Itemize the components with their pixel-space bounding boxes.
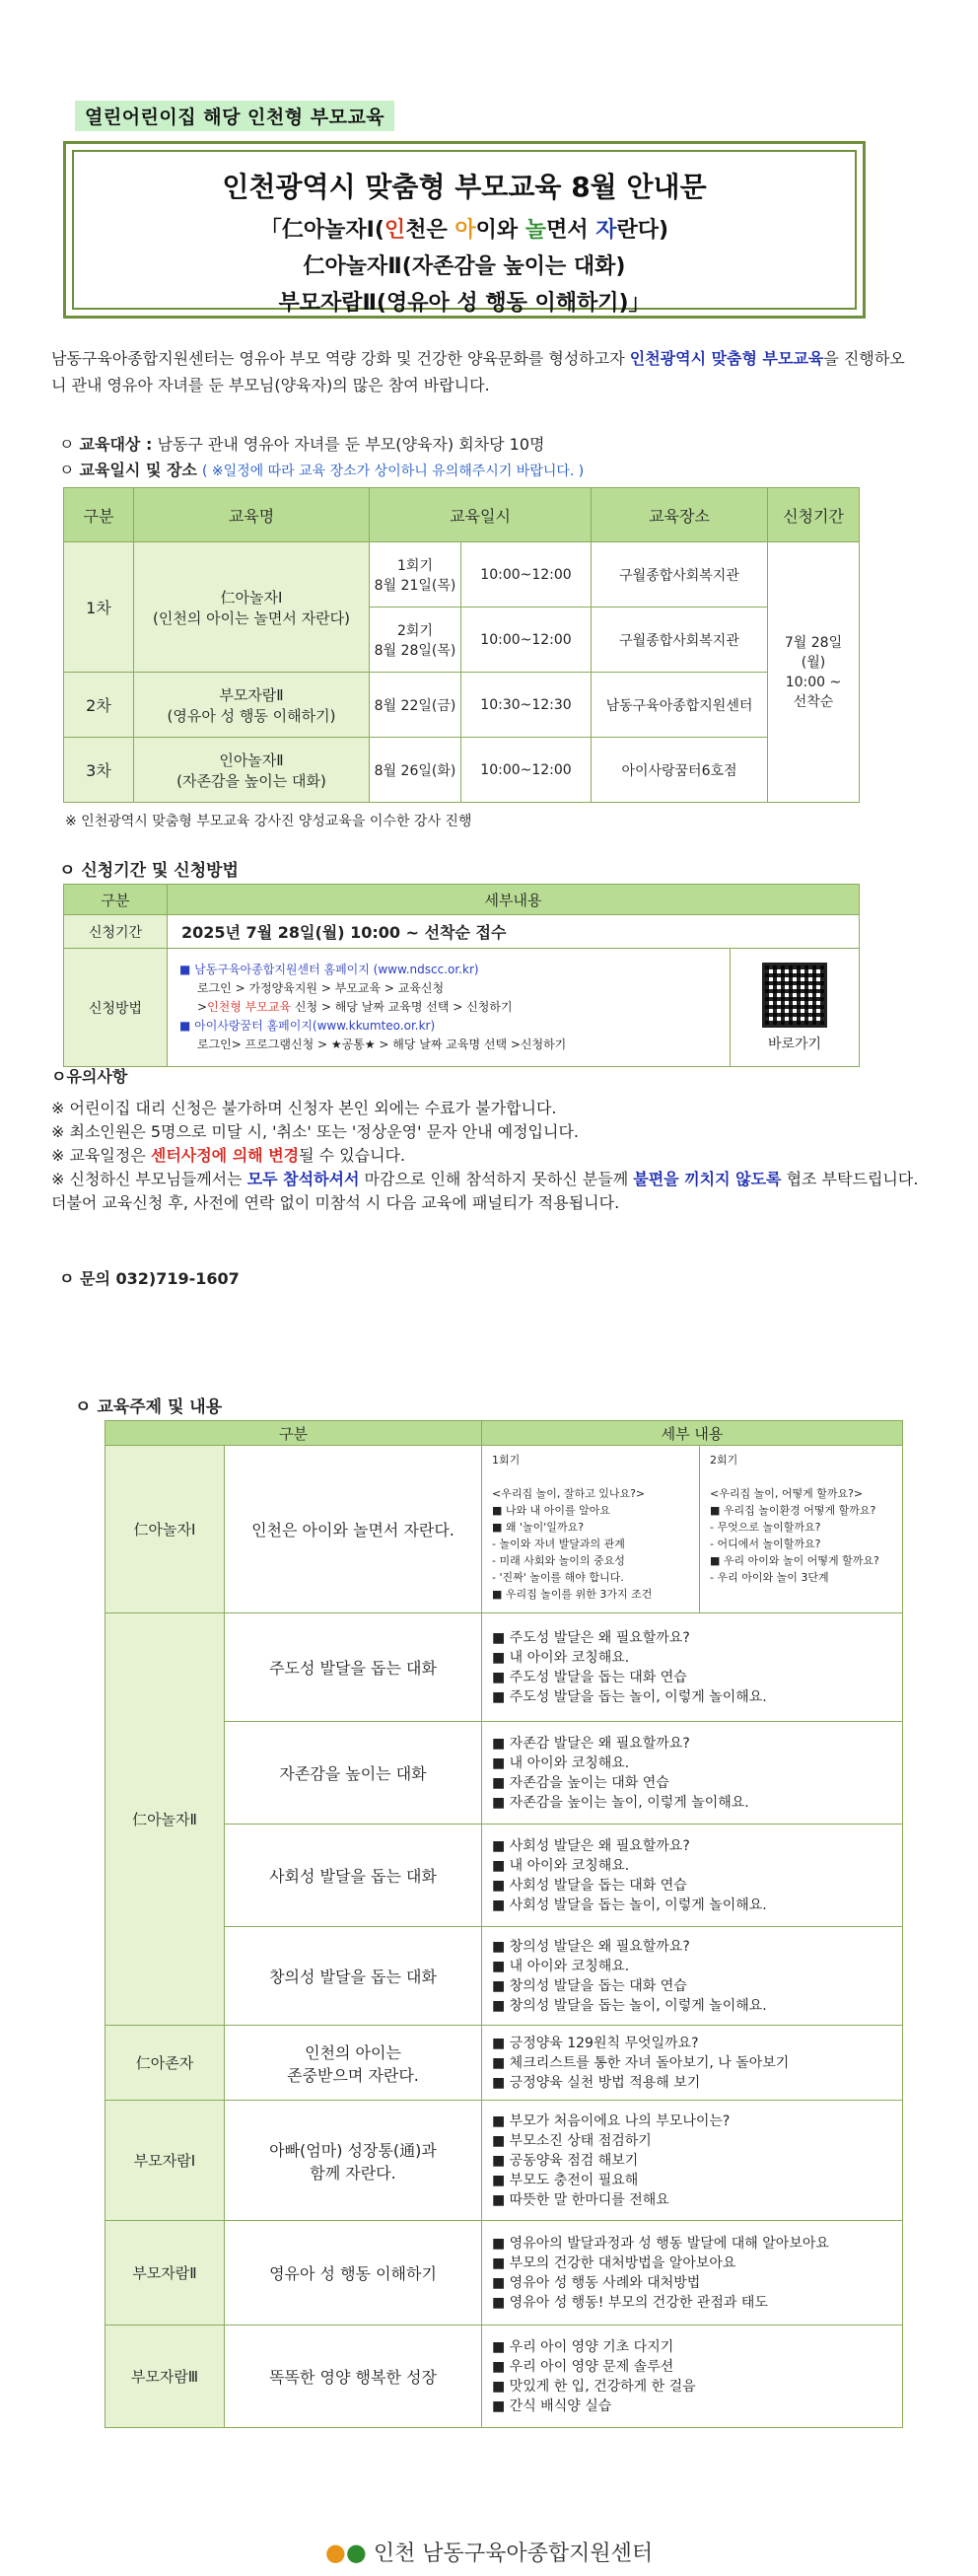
topic-c1-session1: 1회기 <우리집 놀이, 잘하고 있나요?> ■ 나와 내 아이를 알아요 ■ 왜 '놀이'일까요? - 놀이와 자녀 발달과의 관계 - 미래 사회와 놀이의 중요성 - '진짜' 놀이를 해야 합니다. ■ 우리집 놀이를 위한 3가지 조건 [482, 1446, 700, 1613]
session-2-time: 10:30~12:30 [461, 673, 592, 738]
apply-header-detail: 세부내용 [168, 885, 860, 915]
application-period: 7월 28일 (월) 10:00 ~ 선착순 [768, 542, 860, 803]
topic-c2-detail-4: ■ 창의성 발달은 왜 필요할까요? ■ 내 아이와 코칭해요. ■ 창의성 발달을 돕는 대화 연습 ■ 창의성 발달을 돕는 놀이, 이렇게 놀이해요. [482, 1927, 903, 2026]
footer-logo: ●● 인천 남동구육아종합지원센터 [324, 2539, 654, 2566]
session-1b-time: 10:00~12:00 [461, 608, 592, 673]
instructor-note: ※ 인천광역시 맞춤형 부모교육 강사진 양성교육을 이수한 강사 진행 [65, 814, 472, 829]
apply-period-label: 신청기간 [64, 915, 168, 949]
session-1b-place: 구월종합사회복지관 [592, 608, 768, 673]
topic-c6-sub: 똑똑한 영양 행복한 성장 [225, 2326, 482, 2428]
inquiry: ㅇ 문의 032)719-1607 [59, 1269, 240, 1288]
header-period: 신청기간 [768, 488, 860, 542]
topic-c1: 仁아놀자Ⅰ [105, 1446, 225, 1613]
qr-code-icon[interactable] [762, 963, 827, 1028]
round-3: 3차 [64, 738, 134, 803]
topic-c2-sub-4: 창의성 발달을 돕는 대화 [225, 1927, 482, 2026]
session-3-time: 10:00~12:00 [461, 738, 592, 803]
program-tag: 열린어린이집 해당 인천형 부모교육 [75, 101, 394, 131]
course-name-2: 부모자람Ⅱ (영유아 성 행동 이해하기) [134, 673, 370, 738]
topics-header-category: 구분 [105, 1421, 482, 1446]
topic-c6: 부모자람Ⅲ [105, 2326, 225, 2428]
session-1a-date: 1회기 8월 21일(목) [370, 542, 461, 608]
topic-c2-detail-3: ■ 사회성 발달은 왜 필요할까요? ■ 내 아이와 코칭해요. ■ 사회성 발달을 돕는 대화 연습 ■ 사회성 발달을 돕는 놀이, 이렇게 놀이해요. [482, 1825, 903, 1927]
application-table [63, 884, 860, 1067]
logo-icon: ● [324, 2539, 346, 2566]
topic-c1-sub: 인천은 아이와 놀면서 자란다. [225, 1446, 482, 1613]
course-name-3: 인아놀자Ⅱ (자존감을 높이는 대화) [134, 738, 370, 803]
topic-c4: 부모자람Ⅰ [105, 2101, 225, 2221]
apply-method-detail: ■ 남동구육아종합지원센터 홈페이지 (www.ndscc.or.kr) 로그인 > 가정양육지원 > 부모교육 > 교육신청 >인천형 부모교육 신청 > 해당 날짜 교육명 선택 > 신청하기 ■ 아이사랑꿈터 홈페이지(www.kkumteo.or.kr) 로그인> 프로그램신청 > ★공통★ > 해당 날짜 교육명 선택 >신청하기 [168, 949, 731, 1067]
main-title: 인천광역시 맞춤형 부모교육 8월 안내문 [222, 171, 707, 203]
notes-list: ※ 어린이집 대리 신청은 불가하며 신청자 본인 외에는 수료가 불가합니다. ※ 최소인원은 5명으로 미달 시, '취소' 또는 '정상운영' 문자 안내 예정입니다. ※ 교육일정은 센터사정에 의해 변경될 수 있습니다. ※ 신청하신 부모님들께서는 모두 참석하셔서 마감으로 인해 참석하지 못하신 분들께 불편을 끼치지 않도록 협조 부탁드립니다. 더불어 교육신청 후, 사전에 연락 없이 미참석 시 다음 교육에 패널티가 적용됩니다. [51, 1099, 919, 1212]
subtitle-line-3: 부모자람Ⅱ(영유아 성 행동 이해하기)」 [278, 291, 651, 316]
kkumteo-link[interactable]: 아이사랑꿈터 홈페이지(www.kkumteo.or.kr) [194, 1019, 436, 1033]
session-3-place: 아이사랑꿈터6호점 [592, 738, 768, 803]
qr-cell[interactable] [731, 949, 860, 1067]
round-1: 1차 [64, 542, 134, 673]
subtitle-line-1: 「仁아놀자Ⅰ(인천은 아이와 놀면서 자란다) [259, 218, 669, 243]
header-category: 구분 [64, 488, 134, 542]
session-2-date: 8월 22일(금) [370, 673, 461, 738]
session-3-date: 8월 26일(화) [370, 738, 461, 803]
subtitle-line-2: 仁아놀자Ⅱ(자존감을 높이는 대화) [303, 254, 626, 279]
topic-c2-sub-1: 주도성 발달을 돕는 대화 [225, 1613, 482, 1722]
apply-header-category: 구분 [64, 885, 168, 915]
topic-c5-sub: 영유아 성 행동 이해하기 [225, 2221, 482, 2326]
topic-c5-detail: ■ 영유아의 발달과정과 성 행동 발달에 대해 알아보아요 ■ 부모의 건강한 대처방법을 알아보아요 ■ 영유아 성 행동 사례와 대처방법 ■ 영유아 성 행동! 부모의 건강한 관점과 태도 [482, 2221, 903, 2326]
apply-period-value: 2025년 7월 28일(월) 10:00 ~ 선착순 접수 [168, 915, 860, 949]
topic-c2-detail-1: ■ 주도성 발달은 왜 필요할까요? ■ 내 아이와 코칭해요. ■ 주도성 발달을 돕는 대화 연습 ■ 주도성 발달을 돕는 놀이, 이렇게 놀이해요. [482, 1613, 903, 1722]
topic-c2-sub-2: 자존감을 높이는 대화 [225, 1722, 482, 1825]
topic-c5: 부모자람Ⅱ [105, 2221, 225, 2326]
course-name-1: 仁아놀자Ⅰ (인천의 아이는 놀면서 자란다) [134, 542, 370, 673]
header-place: 교육장소 [592, 488, 768, 542]
topic-c6-detail: ■ 우리 아이 영양 기초 다지기 ■ 우리 아이 영양 문제 솔루션 ■ 맛있게 한 입, 건강하게 한 걸음 ■ 간식 배식양 실습 [482, 2326, 903, 2428]
topic-c3-sub: 인천의 아이는 존중받으며 자란다. [225, 2026, 482, 2101]
session-1a-place: 구월종합사회복지관 [592, 542, 768, 608]
topic-c2-sub-3: 사회성 발달을 돕는 대화 [225, 1825, 482, 1927]
schedule-line: ㅇ 교육일시 및 장소 ( ※일정에 따라 교육 장소가 상이하니 유의해주시기 바랍니다. ) [59, 461, 585, 479]
topics-table [105, 1420, 903, 2428]
apply-section-title: ㅇ 신청기간 및 신청방법 [59, 861, 239, 881]
session-1b-date: 2회기 8월 28일(목) [370, 608, 461, 673]
topic-c4-sub: 아빠(엄마) 성장통(通)과 함께 자란다. [225, 2101, 482, 2221]
qr-label: 바로가기 [767, 1036, 822, 1052]
intro-paragraph: 남동구육아종합지원센터는 영유아 부모 역량 강화 및 건강한 양육문화를 형성하고자 인천광역시 맞춤형 부모교육을 진행하오니 관내 영유아 자녀를 둔 부모님(양육자)의 많은 참여 바랍니다. [51, 349, 905, 394]
header-datetime: 교육일시 [370, 488, 592, 542]
topic-c3-detail: ■ 긍정양육 129원칙 무엇일까요? ■ 체크리스트를 통한 자녀 돌아보기, 나 돌아보기 ■ 긍정양육 실천 방법 적용해 보기 [482, 2026, 903, 2101]
topic-c3: 仁아존자 [105, 2026, 225, 2101]
title-box [63, 141, 866, 319]
topic-c1-session2: 2회기 <우리집 놀이, 어떻게 할까요?> ■ 우리집 놀이환경 어떻게 할까요? - 무엇으로 놀이할까요? - 어디에서 놀이할까요? ■ 우리 아이와 놀이 어떻게 할까요? - 우리 아이와 놀이 3단계 [700, 1446, 903, 1613]
topics-section-title: ㅇ 교육주제 및 내용 [75, 1397, 223, 1417]
education-schedule-table [63, 487, 860, 803]
footer-org-name: 인천 남동구육아종합지원센터 [373, 2541, 654, 2566]
notes-title: ㅇ유의사항 [51, 1067, 128, 1086]
topics-header-detail: 세부 내용 [482, 1421, 903, 1446]
topic-c4-detail: ■ 부모가 처음이에요 나의 부모나이는? ■ 부모소진 상태 점검하기 ■ 공동양육 점검 해보기 ■ 부모도 충전이 필요해 ■ 따뜻한 말 한마디를 전해요 [482, 2101, 903, 2221]
session-1a-time: 10:00~12:00 [461, 542, 592, 608]
apply-method-label: 신청방법 [64, 949, 168, 1067]
round-2: 2차 [64, 673, 134, 738]
target-line: ㅇ 교육대상 : 남동구 관내 영유아 자녀를 둔 부모(양육자) 회차당 10명 [59, 435, 545, 454]
session-2-place: 남동구육아종합지원센터 [592, 673, 768, 738]
header-name: 교육명 [134, 488, 370, 542]
topic-c2-detail-2: ■ 자존감 발달은 왜 필요할까요? ■ 내 아이와 코칭해요. ■ 자존감을 높이는 대화 연습 ■ 자존감을 높이는 놀이, 이렇게 놀이해요. [482, 1722, 903, 1825]
topic-c2: 仁아놀자Ⅱ [105, 1613, 225, 2026]
ndscc-link[interactable]: 남동구육아종합지원센터 홈페이지 (www.ndscc.or.kr) [194, 963, 479, 976]
